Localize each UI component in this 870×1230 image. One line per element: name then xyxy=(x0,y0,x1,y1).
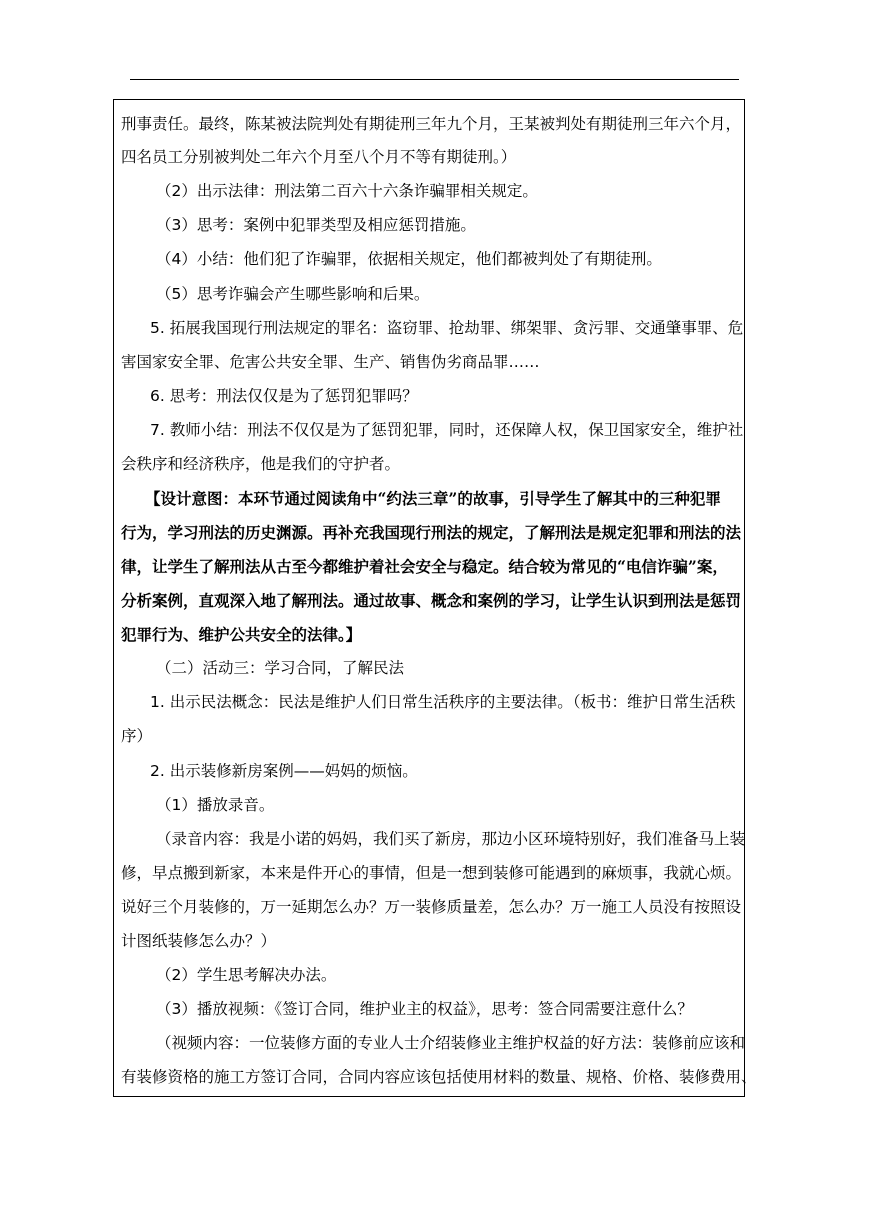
text-line: 计图纸装修怎么办？） xyxy=(121,932,277,950)
text-line: （4）小结：他们犯了诈骗罪，依据相关规定，他们都被判处了有期徒刑。 xyxy=(156,250,662,268)
design-intent-line: 分析案例，直观深入地了解刑法。通过故事、概念和案例的学习，让学生认识到刑法是惩罚 xyxy=(121,591,742,610)
header-rule xyxy=(130,79,739,80)
text-line: 2. 出示装修新房案例——妈妈的烦恼。 xyxy=(150,762,418,780)
design-intent-line: 【设计意图：本环节通过阅读角中“约法三章”的故事，引导学生了解其中的三种犯罪 xyxy=(145,489,721,508)
text-line: 有装修资格的施工方签订合同，合同内容应该包括使用材料的数量、规格、价格、装修费用、 xyxy=(121,1068,757,1086)
text-line: （1）播放录音。 xyxy=(156,796,275,814)
text-line: 四名员工分别被判处二年六个月至八个月不等有期徒刑。） xyxy=(121,148,517,166)
text-line: 刑事责任。最终，陈某被法院判处有期徒刑三年九个月，王某被判处有期徒刑三年六个月， xyxy=(121,115,742,133)
text-line: 5. 拓展我国现行刑法规定的罪名：盗窃罪、抢劫罪、绑架罪、贪污罪、交通肇事罪、危 xyxy=(150,319,744,337)
text-line: 6. 思考：刑法仅仅是为了惩罚犯罪吗？ xyxy=(150,387,418,405)
section-heading: （二）活动三：学习合同，了解民法 xyxy=(156,659,405,677)
text-line: 7. 教师小结：刑法不仅仅是为了惩罚犯罪，同时，还保障人权，保卫国家安全，维护社 xyxy=(150,421,744,439)
text-line: 会秩序和经济秩序，他是我们的守护者。 xyxy=(121,455,401,473)
design-intent-line: 犯罪行为、维护公共安全的法律。】 xyxy=(121,625,362,644)
text-line: （录音内容：我是小诺的妈妈，我们买了新房，那边小区环境特别好，我们准备马上装 xyxy=(156,830,746,848)
text-line: 说好三个月装修的，万一延期怎么办？万一装修质量差，怎么办？万一施工人员没有按照设 xyxy=(121,898,742,916)
text-line: （视频内容：一位装修方面的专业人士介绍装修业主维护权益的好方法：装修前应该和 xyxy=(156,1034,746,1052)
text-line: 修，早点搬到新家，本来是件开心的事情，但是一想到装修可能遇到的麻烦事，我就心烦。 xyxy=(121,864,742,882)
text-line: 序） xyxy=(121,727,153,745)
design-intent-line: 律，让学生了解刑法从古至今都维护着社会安全与稳定。结合较为常见的“电信诈骗”案， xyxy=(121,557,728,576)
text-line: 害国家安全罪、危害公共安全罪、生产、销售伪劣商品罪…… xyxy=(121,353,540,371)
text-line: （5）思考诈骗会产生哪些影响和后果。 xyxy=(156,285,430,303)
text-line: 1. 出示民法概念：民法是维护人们日常生活秩序的主要法律。（板书：维护日常生活秩 xyxy=(150,693,736,711)
text-line: （3）思考：案例中犯罪类型及相应惩罚措施。 xyxy=(156,216,476,234)
design-intent-line: 行为，学习刑法的历史渊源。再补充我国现行刑法的规定，了解刑法是规定犯罪和刑法的法 xyxy=(121,523,742,542)
text-line: （2）学生思考解决办法。 xyxy=(156,966,337,984)
text-line: （3）播放视频：《签订合同，维护业主的权益》，思考：签合同需要注意什么？ xyxy=(156,1000,693,1018)
text-line: （2）出示法律：刑法第二百六十六条诈骗罪相关规定。 xyxy=(156,182,538,200)
